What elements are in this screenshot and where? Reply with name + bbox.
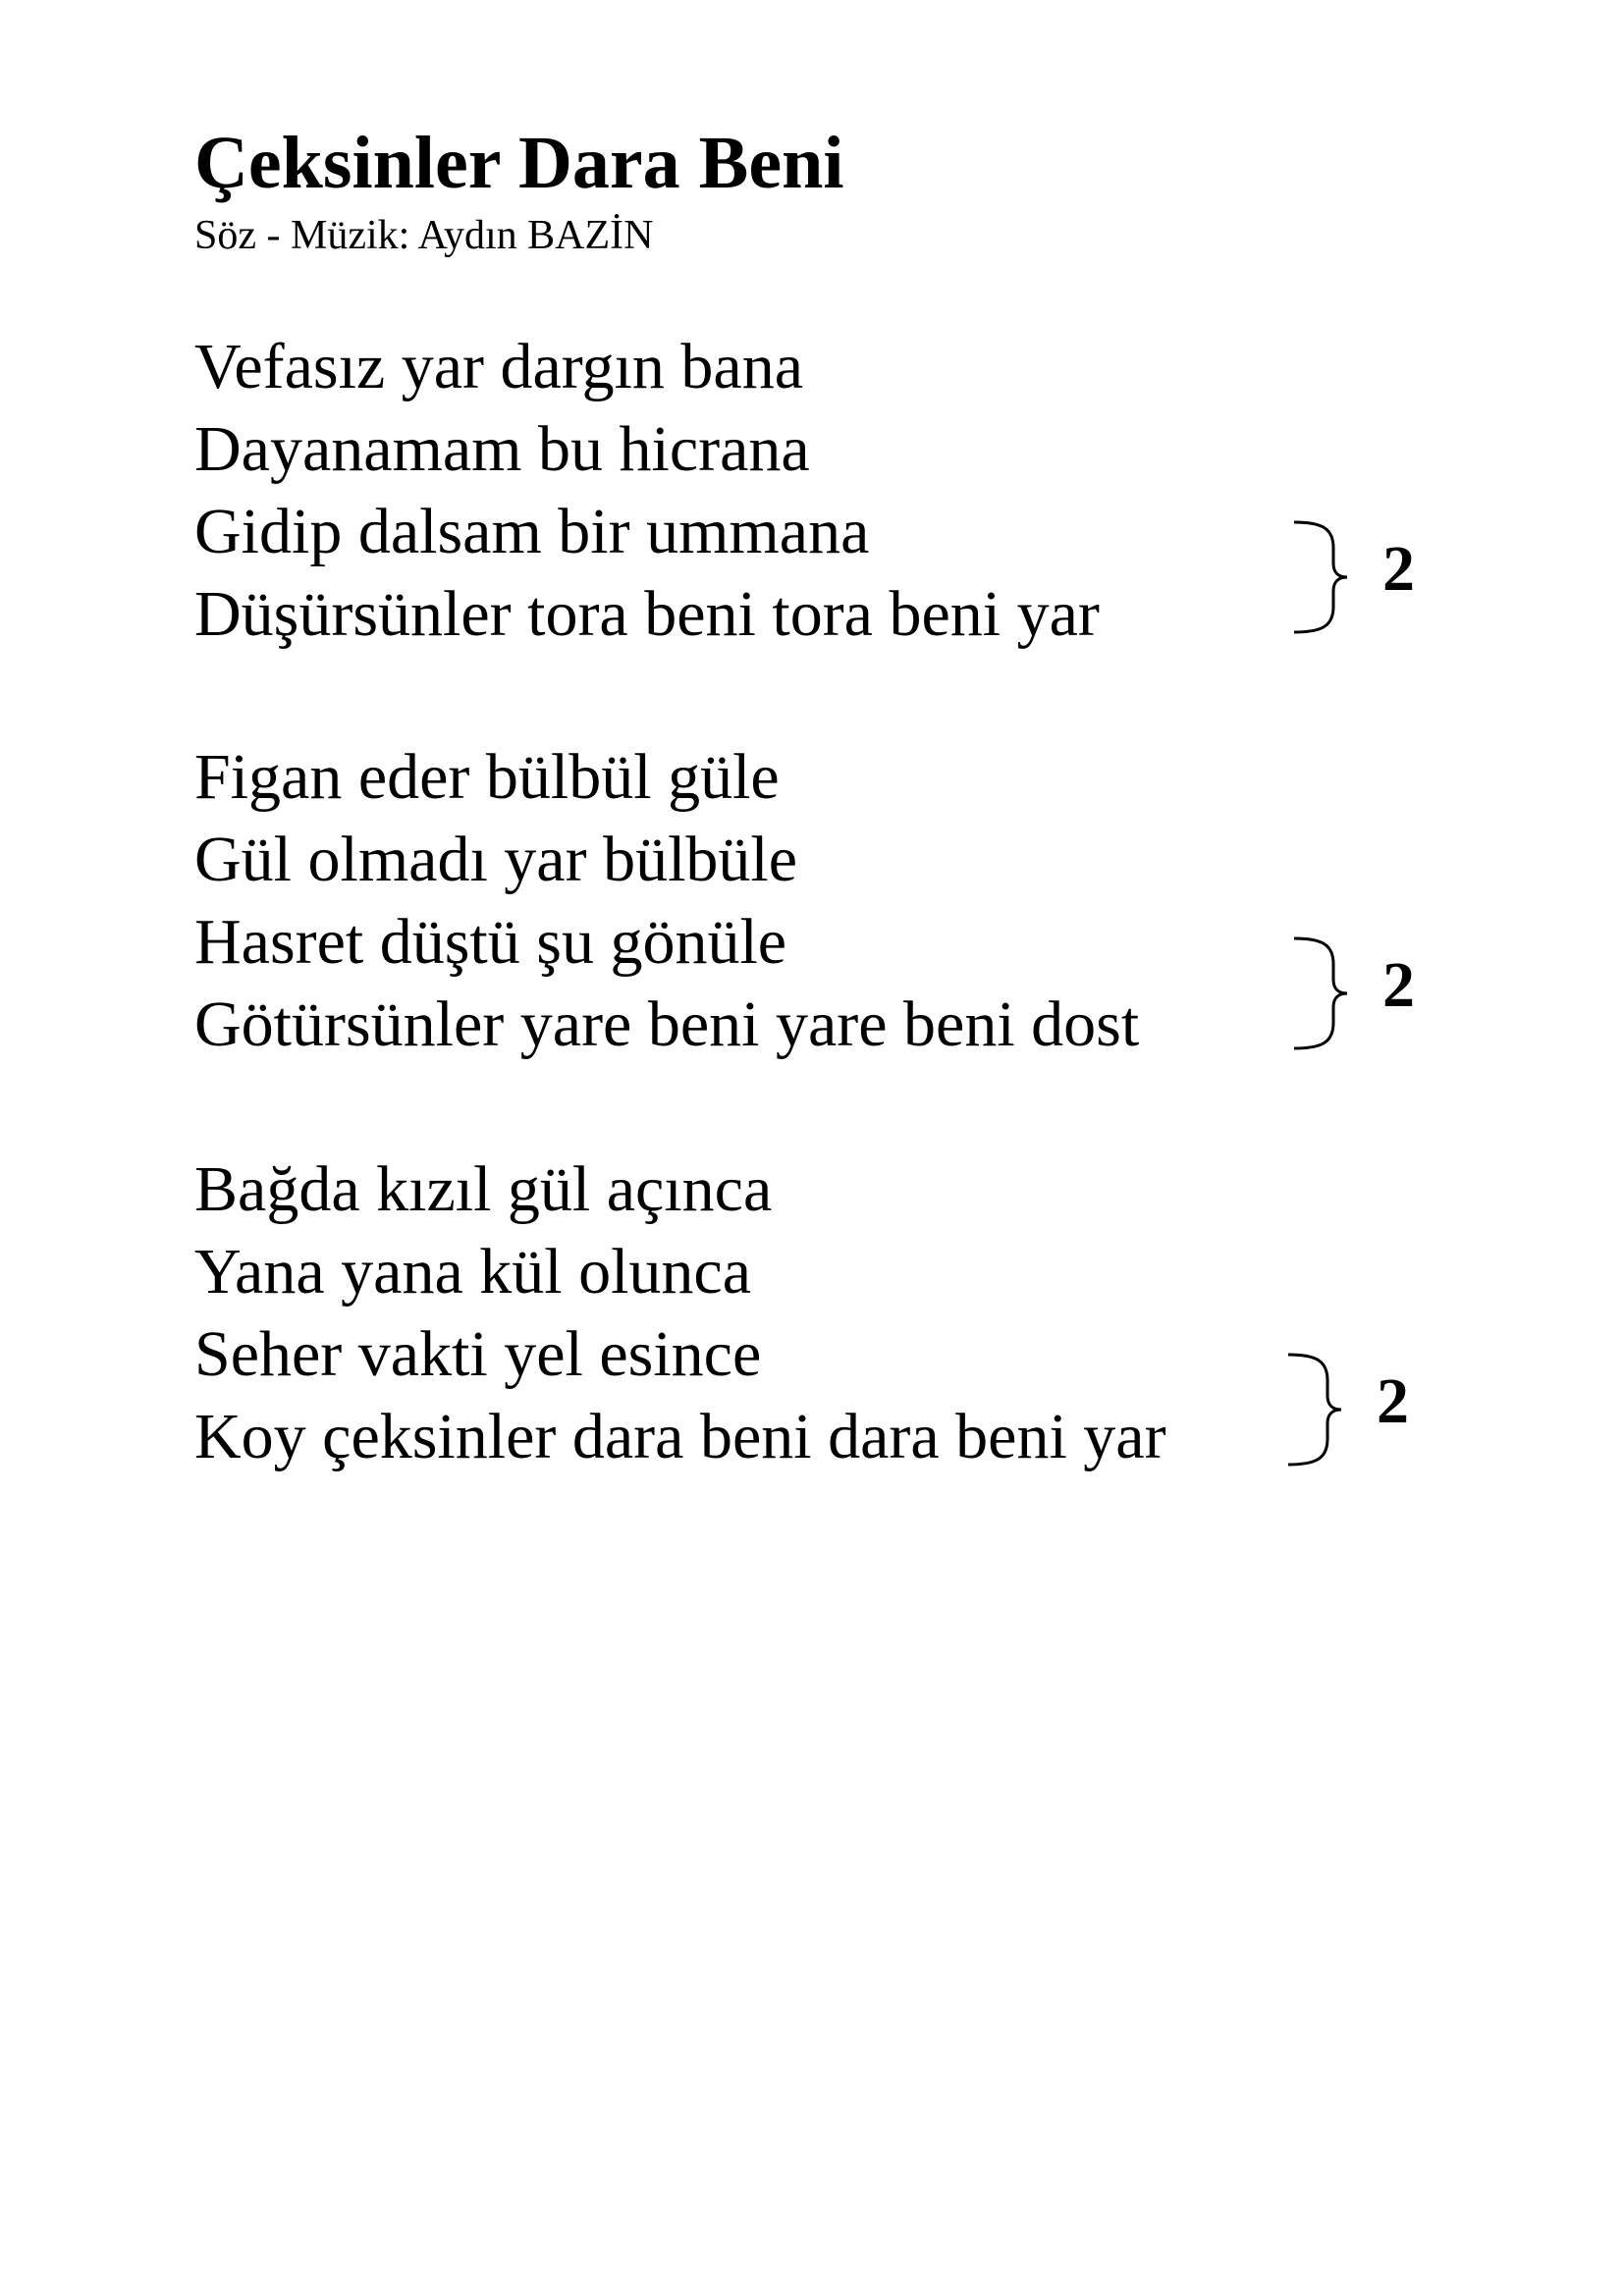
repeat-count: 2 — [1382, 949, 1415, 1021]
lyric-line: Dayanamam bu hicrana — [194, 413, 810, 485]
curly-brace-icon — [1292, 934, 1349, 1052]
lyric-line: Koy çeksinler dara beni dara beni yar — [194, 1401, 1166, 1472]
stanza-1 — [194, 326, 1274, 656]
lyric-line: Figan eder bülbül güle — [194, 741, 780, 813]
stanza-3 — [194, 1148, 1274, 1478]
lyric-line: Yana yana kül olunca — [194, 1236, 751, 1308]
curly-brace-icon — [1292, 518, 1349, 636]
song-credit: Söz - Müzik: Aydın BAZİN — [194, 213, 654, 258]
repeat-count: 2 — [1382, 533, 1415, 605]
lyric-line: Vefasız yar dargın bana — [194, 331, 804, 402]
lyric-line: Hasret düştü şu gönüle — [194, 906, 787, 978]
lyric-line: Seher vakti yel esince — [194, 1318, 762, 1390]
lyric-line: Gidip dalsam bir ummana — [194, 496, 870, 567]
lyric-line: Gül olmadı yar bülbüle — [194, 824, 798, 895]
stanza-2 — [194, 736, 1274, 1066]
page-title: Çeksinler Dara Beni — [194, 122, 844, 204]
lyric-line: Götürsünler yare beni yare beni dost — [194, 988, 1140, 1060]
lyric-line: Düşürsünler tora beni tora beni yar — [194, 578, 1100, 650]
repeat-count: 2 — [1377, 1365, 1409, 1437]
curly-brace-icon — [1286, 1351, 1343, 1468]
lyric-line: Bağda kızıl gül açınca — [194, 1153, 773, 1225]
